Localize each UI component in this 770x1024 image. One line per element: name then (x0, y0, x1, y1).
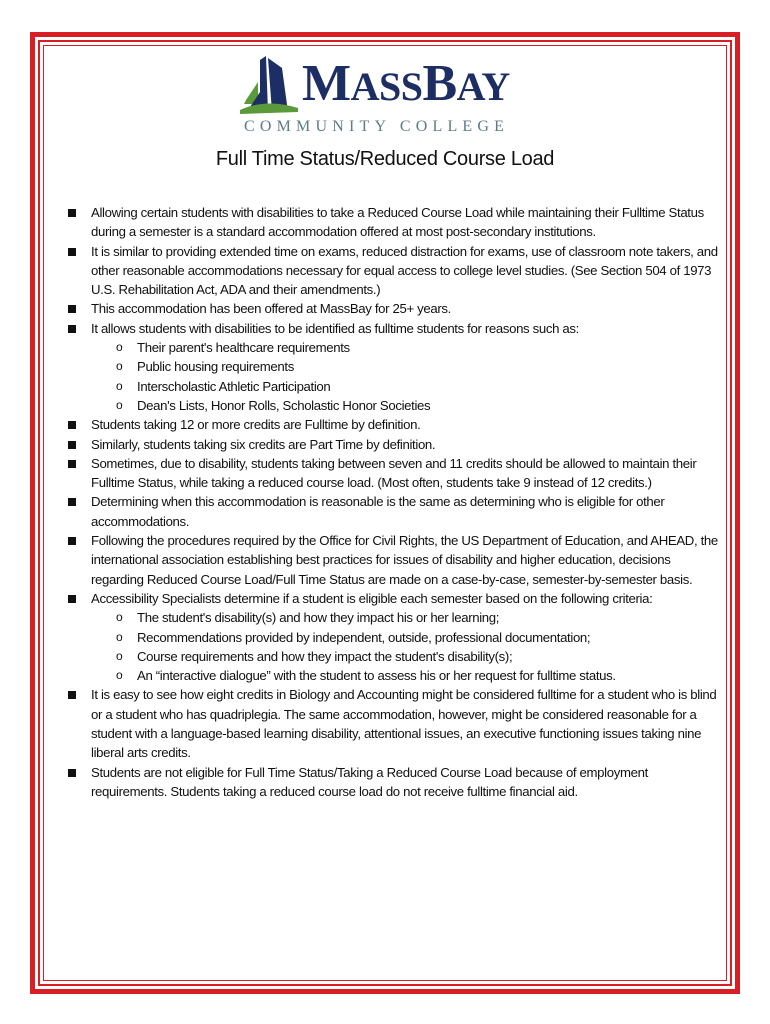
sub-item-text: Course requirements and how they impact the student's disability(s); (137, 648, 513, 664)
sub-list-item (91, 666, 726, 685)
wordmark-ass: ASS (350, 64, 423, 109)
sub-list-item (91, 396, 726, 415)
bullet-item (66, 685, 726, 762)
bullet-item (66, 299, 726, 318)
bullet-text: It is similar to providing extended time on exams, reduced distraction for exams, use of classroom note takers, and other reasonable accommodations necessary for equal access to college level studies. (See Section 504 of 1973 U.S. Rehabilitation Act, ADA and their amendments.) (91, 243, 718, 298)
bullet-list (66, 203, 726, 801)
bullet-text: It is easy to see how eight credits in Biology and Accounting might be considered fulltime for a student who is blind or a student who has quadriplegia. The same accommodation, however, might be considered reasonable for a student with a language-based learning disability, attentional issues, an executive functioning issues taking nine liberal arts credits. (91, 687, 717, 761)
bullet-item (66, 203, 726, 242)
bullet-item (66, 589, 726, 685)
circle-bullet-icon: o (116, 668, 123, 683)
circle-bullet-icon: o (116, 378, 123, 393)
bullet-item (66, 763, 726, 802)
square-bullet-icon (68, 421, 76, 429)
wordmark-m: M (302, 55, 351, 112)
sub-list-item (91, 647, 726, 666)
logo-wordmark (302, 55, 510, 112)
sub-item-text: An “interactive dialogue” with the student to assess his or her request for fulltime status. (137, 668, 616, 684)
bullet-item (66, 319, 726, 415)
wordmark-b: B (422, 55, 457, 112)
bullet-text: Similarly, students taking six credits are Part Time by definition. (91, 436, 436, 452)
sub-list-item (91, 357, 726, 376)
wordmark-ay: AY (456, 64, 510, 109)
sub-list-item (91, 608, 726, 627)
circle-bullet-icon: o (116, 397, 123, 412)
square-bullet-icon (68, 537, 76, 545)
sub-item-text: Dean's Lists, Honor Rolls, Scholastic Honor Societies (137, 397, 431, 413)
square-bullet-icon (68, 209, 76, 217)
square-bullet-icon (68, 769, 76, 777)
square-bullet-icon (68, 325, 76, 333)
bullet-text: Following the procedures required by the Office for Civil Rights, the US Department of Education, and AHEAD, the international association establishing best practices for issues of disability and higher education, decisions regarding Reduced Course Load/Full Time Status are made on a case-by-case, semester-by-semester basis. (91, 533, 718, 587)
bullet-text: Determining when this accommodation is reasonable is the same as determining who is eligible for other accommodations. (91, 494, 665, 529)
sub-list-item (91, 338, 726, 357)
bullet-item (66, 415, 726, 434)
bullet-item (66, 492, 726, 531)
page-title: Full Time Status/Reduced Course Load (215, 148, 555, 170)
sub-item-text: The student's disability(s) and how they impact his or her learning; (137, 610, 500, 626)
bullet-text: Students are not eligible for Full Time Status/Taking a Reduced Course Load because of employment requirements. Students taking a reduced course load do not receive fulltime financial aid. (91, 764, 648, 799)
sub-list-item (91, 628, 726, 647)
bullet-text: This accommodation has been offered at MassBay for 25+ years. (91, 301, 451, 317)
sub-list (91, 338, 726, 415)
circle-bullet-icon: o (116, 629, 123, 644)
bullet-text: Students taking 12 or more credits are Fulltime by definition. (91, 417, 421, 433)
bullet-item (66, 435, 726, 454)
circle-bullet-icon: o (116, 340, 123, 355)
sub-list-item (91, 377, 726, 396)
square-bullet-icon (68, 691, 76, 699)
bullet-item (66, 454, 726, 493)
circle-bullet-icon: o (116, 359, 123, 374)
bullet-item (66, 531, 726, 589)
sub-item-text: Their parent's healthcare requirements (137, 340, 350, 356)
bullet-text: It allows students with disabilities to be identified as fulltime students for reasons such as: (91, 320, 579, 336)
square-bullet-icon (68, 498, 76, 506)
circle-bullet-icon: o (116, 610, 123, 625)
bullet-text: Accessibility Specialists determine if a student is eligible each semester based on the following criteria: (91, 590, 653, 606)
bullet-text: Allowing certain students with disabilities to take a Reduced Course Load while maintaining their Fulltime Status during a semester is a standard accommodation offered at most post-secondary institutions. (91, 205, 704, 240)
square-bullet-icon (68, 460, 76, 468)
sub-item-text: Recommendations provided by independent, outside, professional documentation; (137, 629, 591, 645)
square-bullet-icon (68, 595, 76, 603)
logo-subline: COMMUNITY COLLEGE (244, 118, 510, 135)
sub-item-text: Public housing requirements (137, 359, 294, 375)
sub-item-text: Interscholastic Athletic Participation (137, 378, 331, 394)
square-bullet-icon (68, 305, 76, 313)
bullet-item (66, 242, 726, 300)
bullet-text: Sometimes, due to disability, students taking between seven and 11 credits should be allowed to maintain their Fulltime Status, while taking a reduced course load. (Most often, students take 9 instead of 12 credits.) (91, 455, 697, 491)
square-bullet-icon (68, 441, 76, 449)
square-bullet-icon (68, 248, 76, 256)
circle-bullet-icon: o (116, 648, 123, 663)
sub-list (91, 608, 726, 685)
